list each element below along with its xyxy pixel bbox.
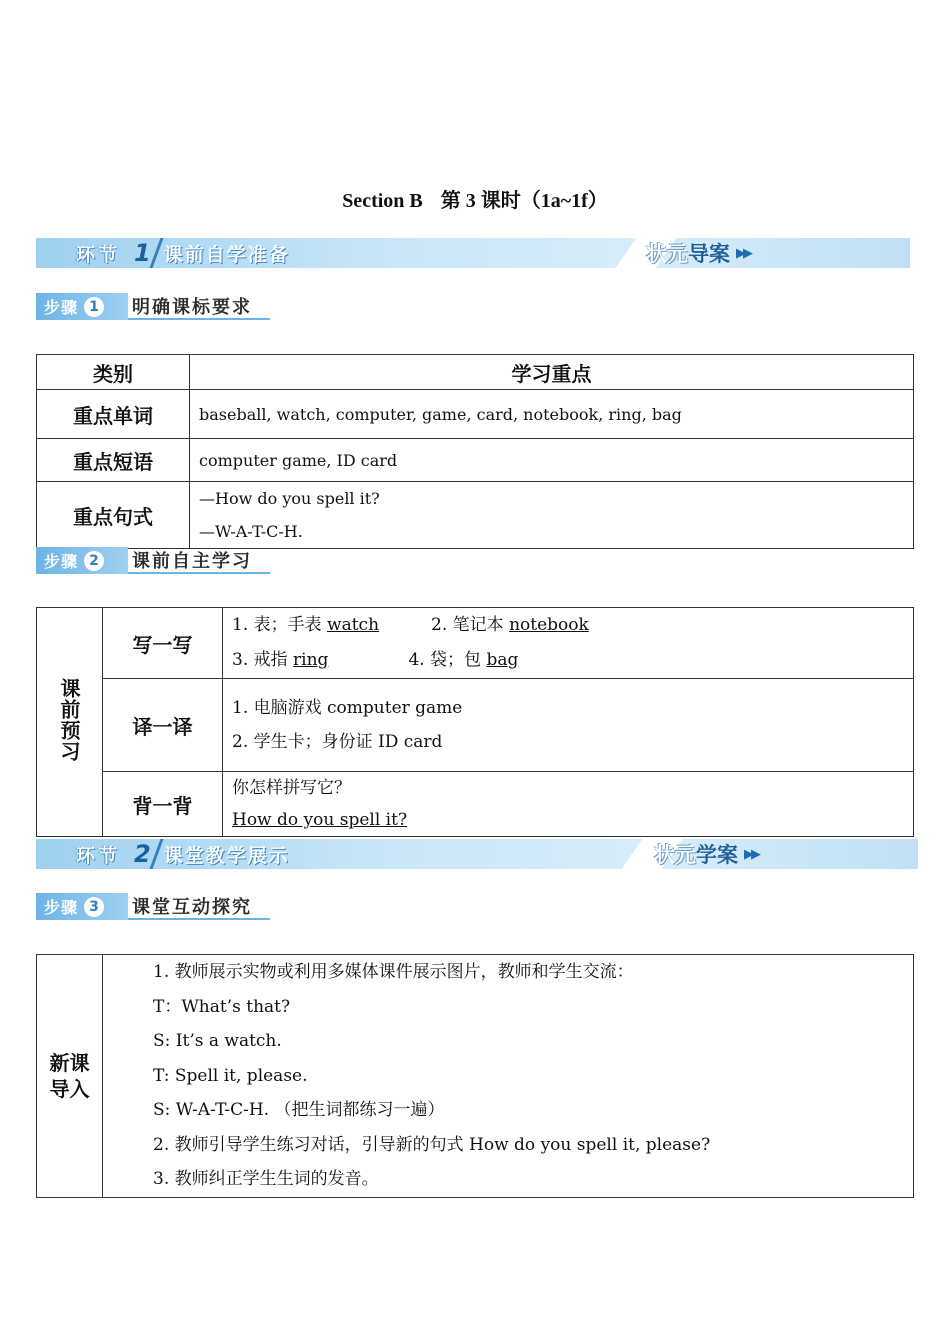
table-row — [37, 439, 914, 482]
preview-table — [36, 607, 914, 837]
sentence-line: —W-A-T-C-H. — [199, 522, 303, 541]
new-lesson-side-label: 新课导入 — [37, 955, 103, 1198]
lesson-line: T：What’s that? — [153, 996, 291, 1017]
step-label-1 — [36, 293, 270, 320]
banner-right-a: 状元 — [646, 242, 688, 266]
step-title: 课前自主学习 — [128, 547, 270, 574]
table-row — [37, 482, 914, 549]
table-row — [37, 390, 914, 439]
write-label: 写一写 — [103, 608, 223, 679]
sentence-line: —How do you spell it? — [199, 489, 380, 508]
row-category: 重点句式 — [37, 482, 190, 549]
recite-label: 背一背 — [103, 772, 223, 837]
lesson-line: S: It’s a watch. — [153, 1031, 282, 1051]
lesson-line: 1. 教师展示实物或利用多媒体课件展示图片，教师和学生交流： — [153, 962, 634, 982]
translate-content: 1. 电脑游戏 computer game 2. 学生卡；身份证 ID card — [223, 679, 914, 772]
answer-bag: bag — [486, 650, 519, 670]
banner-right-b: 学案 — [696, 843, 738, 867]
recite-content: 你怎样拼写它？ How do you spell it? — [223, 772, 914, 837]
new-lesson-content — [103, 955, 914, 1198]
page-title — [0, 184, 950, 213]
step-number: 2 — [84, 551, 104, 571]
answer-notebook: notebook — [509, 615, 589, 635]
row-content — [190, 482, 914, 549]
step-label-2 — [36, 547, 270, 574]
step-number: 1 — [84, 297, 104, 317]
banner-huanjie: 环节 — [76, 243, 121, 266]
banner-stage-title: 课前自学准备 — [163, 243, 290, 266]
new-lesson-table — [36, 954, 914, 1198]
lesson-line: T: Spell it, please. — [153, 1065, 308, 1086]
banner-right-b: 导案 — [688, 242, 730, 266]
banner-number: 2 — [134, 840, 151, 868]
banner-stage-title: 课堂教学展示 — [163, 844, 290, 867]
lesson-line: 3. 教师纠正学生生词的发音。 — [153, 1169, 379, 1189]
step-prefix: 步骤 — [44, 298, 79, 317]
preview-side-label: 课前预习 — [37, 608, 103, 837]
lesson-line: S: W-A-T-C-H. （把生词都练习一遍） — [153, 1100, 445, 1120]
step-number: 3 — [84, 897, 104, 917]
lesson-label: 第 3 课时（1a~1f） — [440, 190, 608, 212]
header-category: 类别 — [37, 355, 190, 390]
header-focus: 学习重点 — [190, 355, 914, 390]
step-prefix: 步骤 — [44, 552, 79, 571]
row-content: computer game, ID card — [190, 439, 914, 482]
banner-huanjie: 环节 — [76, 844, 121, 867]
stage-banner-1 — [36, 238, 910, 268]
key-points-table — [36, 354, 914, 549]
banner-right-a: 状元 — [654, 843, 696, 867]
stage-banner-2 — [36, 839, 918, 869]
step-title: 课堂互动探究 — [128, 893, 270, 920]
lesson-line: 2. 教师引导学生练习对话，引导新的句式 How do you spell it, please? — [153, 1134, 711, 1155]
step-label-3 — [36, 893, 270, 920]
translate-label: 译一译 — [103, 679, 223, 772]
answer-ring: ring — [293, 650, 329, 670]
write-content: 1. 表；手表 watch 2. 笔记本 notebook 3. 戒指 ring 4. 袋；包 bag — [223, 608, 914, 679]
step-title: 明确课标要求 — [128, 293, 270, 320]
row-content: baseball, watch, computer, game, card, notebook, ring, bag — [190, 390, 914, 439]
step-prefix: 步骤 — [44, 898, 79, 917]
section-label: Section B — [342, 190, 423, 212]
double-arrow-icon: ▶▶ — [744, 846, 758, 862]
double-arrow-icon: ▶▶ — [736, 245, 750, 261]
row-category: 重点短语 — [37, 439, 190, 482]
row-category: 重点单词 — [37, 390, 190, 439]
banner-number: 1 — [134, 239, 151, 267]
answer-watch: watch — [327, 615, 380, 635]
